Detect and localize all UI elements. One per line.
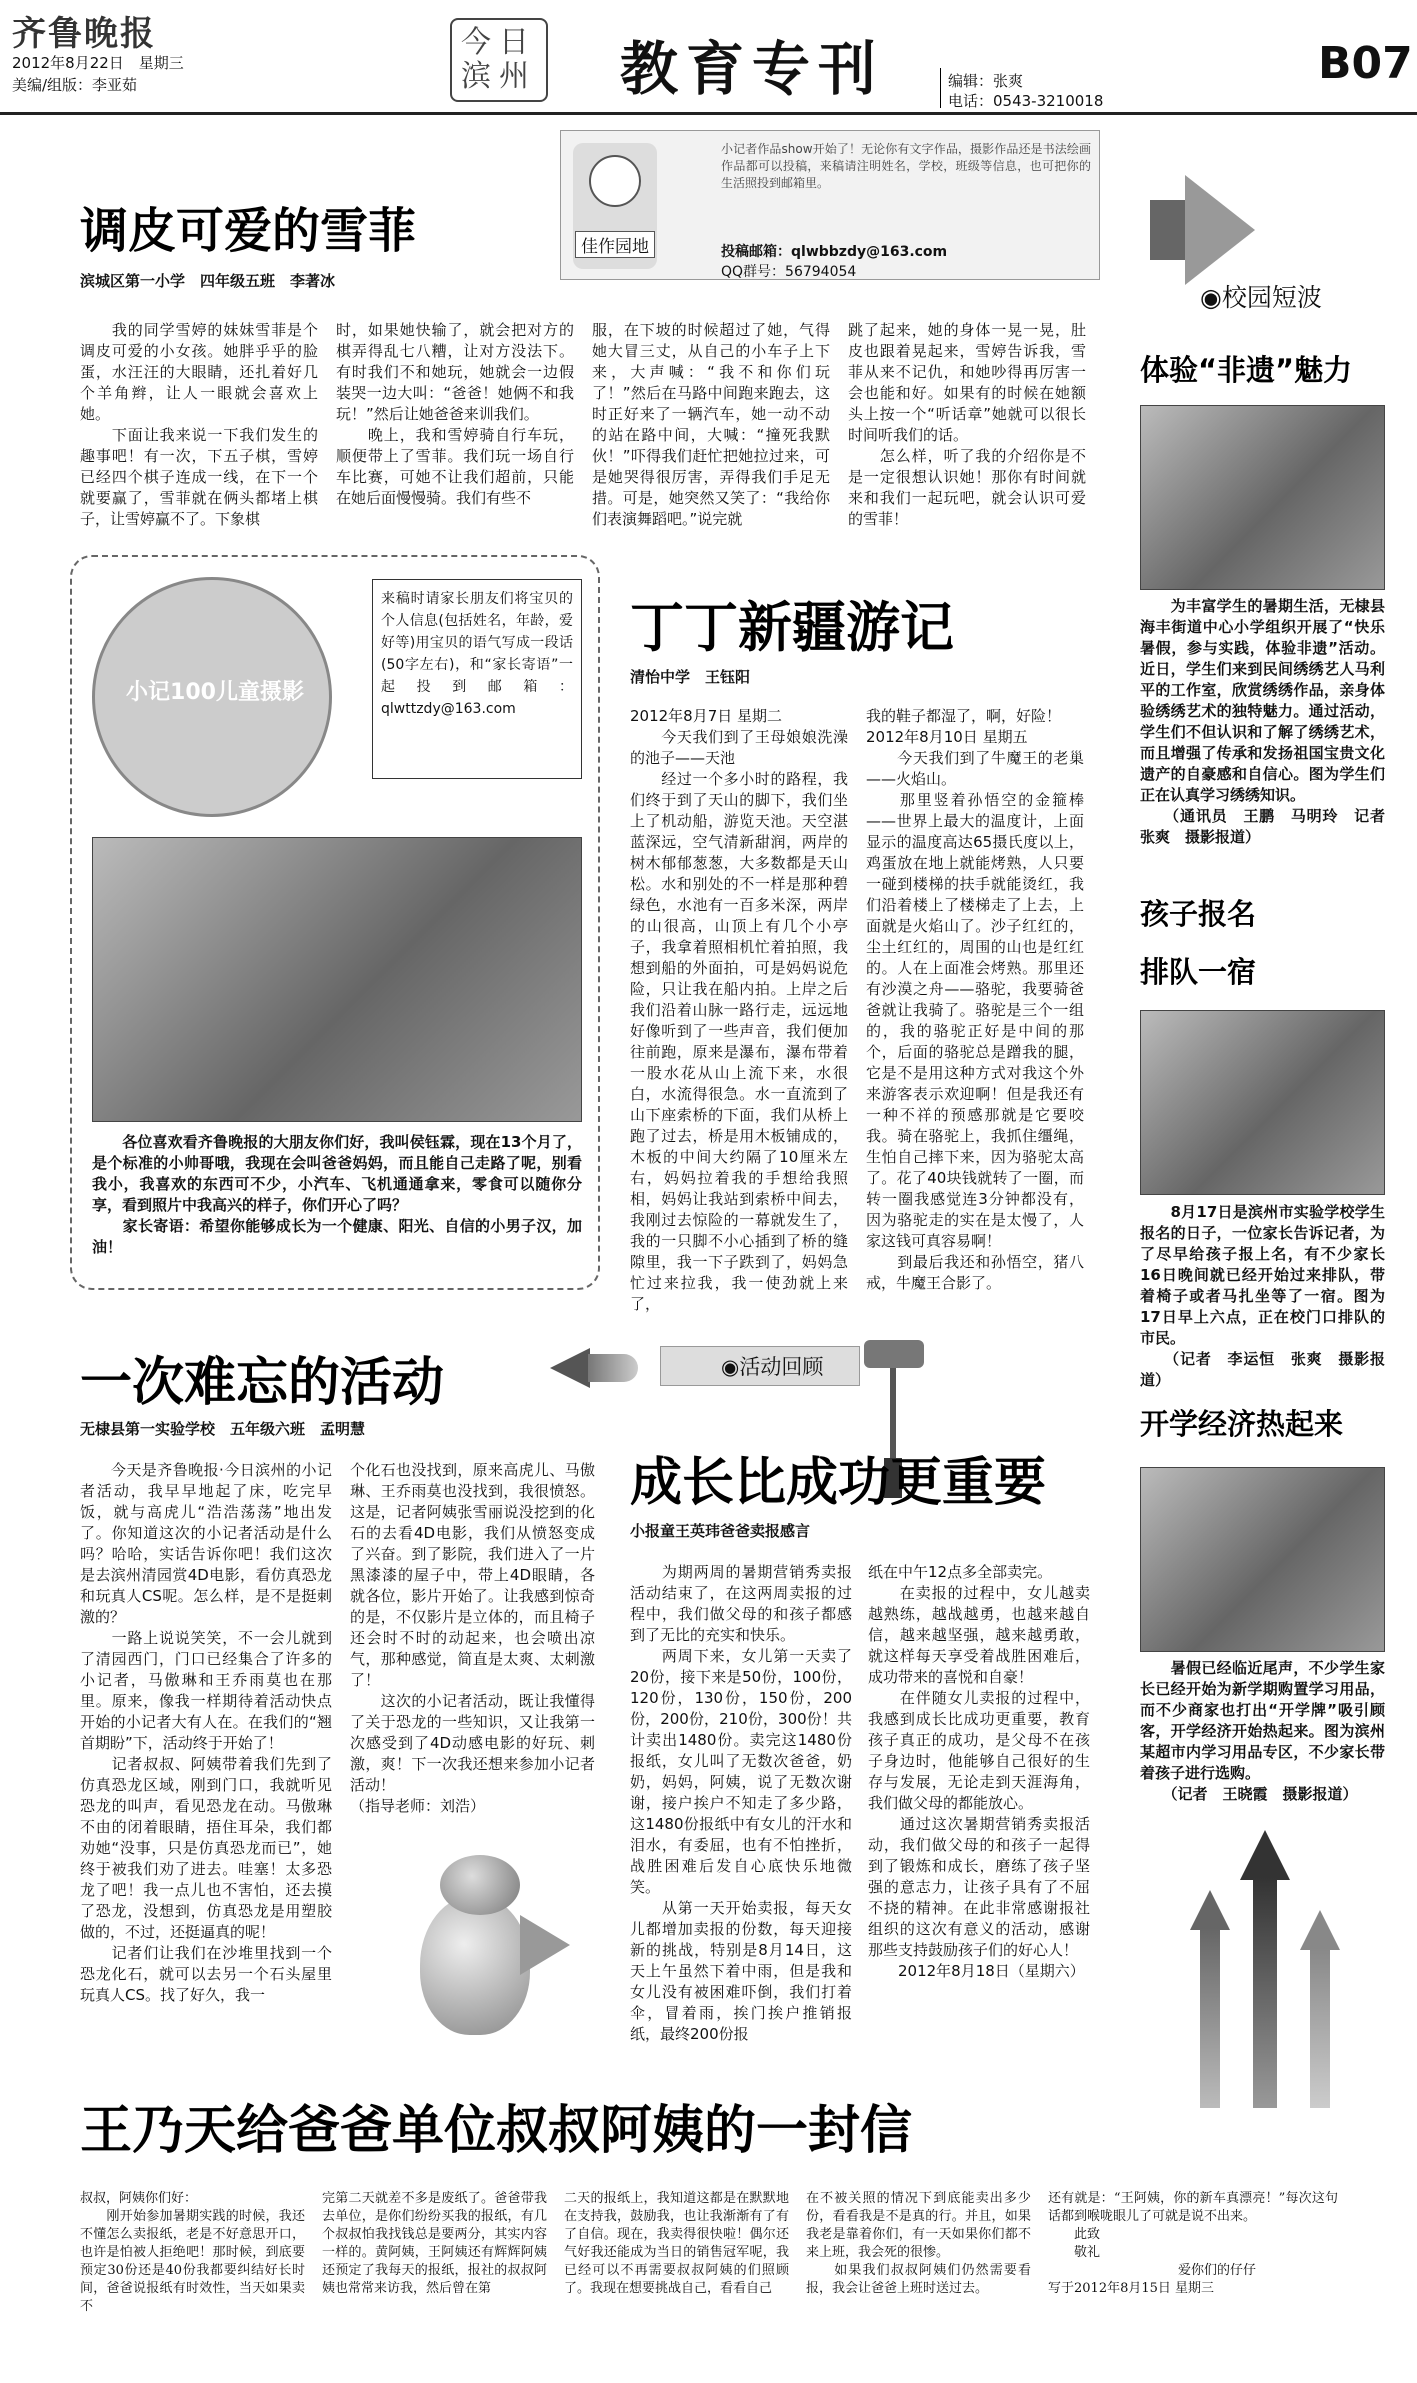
masthead-rule (0, 112, 1417, 115)
headline-activity: 一次难忘的活动 (80, 1353, 445, 1413)
baby-photo (92, 837, 582, 1122)
masthead (0, 0, 1417, 110)
byline-growth: 小报童王英玮爸爸卖报感言 (630, 1522, 811, 1540)
letter-col-4: 在不被关照的情况下到底能卖出多少份，看看我是不是真的行。并且，如果我老是靠着你们，有一天如果你们都不来上班，我会死的很惨。 如果我们叔叔阿姨们仍然需要看报，我会让爸爸上班时送过去。 (806, 2191, 1031, 2296)
headline-letter: 王乃天给爸爸单位叔叔阿姨的一封信 (80, 2101, 913, 2161)
growth-arrows-illustration (1150, 1830, 1370, 2120)
photo-studio-logo: 小记100儿童摄影 (92, 577, 332, 817)
letter-col-3: 二天的报纸上，我知道这都是在默默地在支持我，鼓励我，也让我渐渐有了有了自信。现在，我卖得很快啦！偶尔还气好我还能成为当日的销售冠军呢，我已经可以不再需要叔叔阿姨的们照顾了。我现在想要挑战自己，看看自己 (564, 2191, 789, 2296)
letter-col-5: 还有就是：“王阿姨，你的新车真漂亮！”每次这句话都到喉咙眼儿了可就是说不出来。 此致 敬礼 爱你们的仔仔 写于2012年8月15日 星期三 (1048, 2191, 1338, 2296)
phone-number: 电话：0543-3210018 (948, 92, 1104, 110)
showcase-badge: 佳作园地 (575, 231, 655, 258)
heritage-body: 为丰富学生的暑期生活，无棣县海丰街道中心小学组织开展了“快乐暑假，参与实践，体验非遗”活动。近日，学生们来到民间绣绣艺人马利平的工作室，欣赏绣绣作品，亲身体验绣绣艺术的独特魅力。通过活动，学生们不但认识和了解了绣绣艺术，而且增强了传承和发扬祖国宝贵文化遗产的自豪感和自信心。图为学生们正在认真学习绣绣知识。 （通讯员 王鹏 马明玲 记者 张爽 摄影报道） (1140, 597, 1385, 846)
qq-group: QQ群号：56794054 (721, 264, 857, 280)
submission-email[interactable]: 投稿邮箱：qlwbbzdy@163.com (721, 244, 948, 260)
editor-name: 编辑：张爽 (948, 72, 1024, 90)
paper-name: 齐鲁晚报 (12, 14, 156, 54)
seal-logo: 今日滨州 (450, 18, 548, 102)
growth-col-1: 为期两周的暑期营销秀卖报活动结束了，在这两周卖报的过程中，我们做父母的和孩子都感到了无比的充实和快乐。 两周下来，女儿第一天卖了20份，接下来是50份，100份，120份，130份，150份，200份，200份，210份，300份！共计卖出1480份。卖完这1480份报纸，女儿叫了无数次爸爸，奶奶，妈妈，阿姨，说了无数次谢谢，接户挨户不知走了多少路，这1480份报纸中有女儿的汗水和泪水，有委屈，也有不怕挫折，战胜困难后发自心底快乐地微笑。 从第一天开始卖报，每天女儿都增加卖报的份数，每天迎接新的挑战，特别是8月14日，这天上午虽然下着中雨，但是我和女儿没有被困难吓倒，我们打着伞，冒着雨，挨门挨户推销报纸，最终200份报 (630, 1563, 852, 2043)
growth-col-2: 纸在中午12点多全部卖完。 在卖报的过程中，女儿越卖越熟练，越战越勇，也越来越自信，越来越坚强，越来越勇敢，就这样每天享受着战胜困难后，成功带来的喜悦和自豪！ 在伴随女儿卖报的过程中，我感到成长比成功更重要，教育孩子真正的成功，是父母不在孩子身边时，他能够自己很好的生存与发展，无论走到天涯海角，我们做父母的都能放心。 通过这次暑期营销秀卖报活动，我们做父母的和孩子一起得到了锻炼和成长，磨练了孩子坚强的意志力，让孩子具有了不屈不挠的精神。在此非常感谢报社组织的这次有意义的活动，感谢那些支持鼓励孩子们的好心人！ 2012年8月18日（星期六） (868, 1563, 1090, 1980)
campus-news-banner: ◉校园短波 (1200, 283, 1322, 312)
work-showcase (560, 130, 1100, 280)
dragon-illustration (380, 1855, 580, 2050)
baby-photo-box (70, 555, 600, 1290)
snow-col-1: 我的同学雪婷的妹妹雪菲是个调皮可爱的小女孩。她胖乎乎的脸蛋，水汪汪的大眼睛，还扎着好几个羊角辫，让人一眼就会喜欢上她。 下面让我来说一下我们发生的趣事吧！有一次，下五子棋，雪婷已经四个棋子连成一线，在下一个就要赢了，雪菲就在俩头都堵上棋子，让雪婷赢不了。下象棋 (80, 321, 318, 528)
headline-xinjiang: 丁丁新疆游记 (630, 596, 954, 659)
editors-credit: 美编/组版：李亚茹 (12, 76, 138, 94)
letter-col-1: 叔叔，阿姨你们好： 刚开始参加暑期实践的时候，我还不懂怎么卖报纸，老是不好意思开口，也许是怕被人拒绝吧！那时候，到底要预定30份还是40份我都要纠结好长时间，爸爸说报纸有时效性，当天如果卖不 (80, 2191, 305, 2314)
section-title: 教育专刊 (620, 35, 885, 103)
economy-photo (1140, 1467, 1385, 1652)
headline-growth: 成长比成功更重要 (630, 1453, 1047, 1513)
queue-body: 8月17日是滨州市实验学校学生报名的日子，一位家长告诉记者，为了尽早给孩子报上名，有不少家长16日晚间就已经开始过来排队，带着椅子或者马扎坐等了一宿。图为17日早上六点，正在校门口排队的市民。 （记者 李运恒 张爽 摄影报道） (1140, 1203, 1385, 1389)
letter-col-2: 完第二天就差不多是废纸了。爸爸带我去单位，是你们纷纷买我的报纸，有几个叔叔怕我找钱总是要两分，其实内容一样的。黄阿姨，王阿姨还有辉辉阿姨还预定了我每天的报纸，报社的叔叔阿姨也常常来访我，然后曾在第 (322, 2191, 547, 2296)
page-code: B07 (1318, 38, 1413, 89)
headline-heritage: 体验“非遗”魅力 (1140, 353, 1353, 387)
queue-photo (1140, 1010, 1385, 1195)
activity-review-banner: ◉活动回顾 (660, 1346, 860, 1386)
byline-activity: 无棣县第一实验学校 五年级六班 孟明慧 (80, 1420, 366, 1438)
headline-economy: 开学经济热起来 (1140, 1407, 1344, 1441)
activity-col-2: 个化石也没找到，原来高虎儿、马傲琳、王乔雨莫也没找到，我很愤怒。这是，记者阿姨张雪丽说没挖到的化石的去看4D电影，我们从愤怒变成了兴奋。到了影院，我们进入了一片黑漆漆的屋子中，带上4D眼睛，各就各位，影片开始了。让我感到惊奇的是，不仅影片是立体的，而且椅子还会时不时的动起来，也会喷出凉气，那种感觉，简直是太爽、太刺激了！ 这次的小记者活动，既让我懂得了关于恐龙的一些知识，又让我第一次感受到了4D动感电影的好玩、刺激，爽！下一次我还想来参加小记者活动！ （指导老师：刘浩） (350, 1461, 595, 1815)
baby-submission-notice: 来稿时请家长朋友们将宝贝的个人信息(包括姓名，年龄，爱好等)用宝贝的语气写成一段话(50字左右)，和“家长寄语”一起投到邮箱：qlwttzdy@163.com (372, 579, 582, 779)
activity-col-1: 今天是齐鲁晚报·今日滨州的小记者活动，我早早地起了床，吃完早饭，就与高虎儿“浩浩荡荡”地出发了。你知道这次的小记者活动是什么吗？哈哈，实话告诉你吧！我们这次是去滨州清园赏4D电影，看仿真恐龙和玩真人CS呢。怎么样，是不是挺刺激的？ 一路上说说笑笑，不一会儿就到了清园西门，门口已经集合了许多的小记者，马傲琳和王乔雨莫也在那里。原来，像我一样期待着活动快点开始的小记者大有人在。在我们的“翘首期盼”下，活动终于开始了！ 记者叔叔、阿姨带着我们先到了仿真恐龙区域，刚到门口，我就听见恐龙的叫声，看见恐龙在动。马傲琳不由的闭着眼睛，捂住耳朵，我们都劝她“没事，只是仿真恐龙而已”，她终于被我们劝了进去。哇塞！太多恐龙了吧！我一点儿也不害怕，还去摸了恐龙，没想到，仿真恐龙是用塑胶做的，不过，还挺逼真的呢！ 记者们让我们在沙堆里找到一个恐龙化石，就可以去另一个石头屋里玩真人CS。找了好久，我一 (80, 1461, 332, 2004)
snow-col-3: 服，在下坡的时候超过了她，气得她大冒三丈，从自己的小车子上下来，大声喊：“我不和你们玩了！”然后在马路中间跑来跑去，这时正好来了一辆汽车，她一动不动的站在路中间，大喊：“撞死我默伙！”吓得我们赶忙把她拉过来，可是她哭得很厉害，弄得我们手足无措。可是，她突然又笑了：“我给你们表演舞蹈吧。”说完就 (592, 321, 830, 528)
xinjiang-col-2: 我的鞋子都湿了，啊，好险！ 2012年8月10日 星期五 今天我们到了牛魔王的老巢——火焰山。 那里竖着孙悟空的金箍棒——世界上最大的温度计，上面显示的温度高达65摄氏度以上，鸡蛋放在地上就能烤熟，人只要一碰到楼梯的扶手就能烫红，我们沿着楼上了楼梯走了上去，上面就是火焰山了。沙子红红的，尘土红红的，周围的山也是红红的。人在上面准会烤熟。那里还有沙漠之舟——骆驼，我要骑爸爸就让我骑了。骆驼是三个一组的，我的骆驼正好是中间的那个，后面的骆驼总是蹭我的腿，它是不是用这种方式对我这个外来游客表示欢迎啊！但是我还有一种不祥的预感那就是它要咬我。骑在骆驼上，我抓住缰绳，生怕自己摔下来，因为骆驼太高了。花了40块钱就转了一圈，而转一圈我感觉连3分钟都没有，因为骆驼走的实在是太慢了，人家这钱可真容易啊！ 到最后我还和孙悟空，猪八戒，牛魔王合影了。 (866, 707, 1084, 1292)
headline-queue-1: 孩子报名 (1140, 897, 1257, 931)
byline-xinjiang: 清怡中学 王钰阳 (630, 668, 751, 686)
showcase-intro: 小记者作品show开始了！无论你有文字作品，摄影作品还是书法绘画作品都可以投稿，来稿请注明姓名，学校，班级等信息，也可把你的生活照投到邮箱里。 (721, 142, 1091, 190)
byline-snow: 滨城区第一小学 四年级五班 李著冰 (80, 272, 336, 290)
rocket-arrow-icon (550, 1340, 640, 1396)
heritage-photo (1140, 405, 1385, 590)
megaphone-icon (1140, 175, 1260, 285)
snow-col-4: 跳了起来，她的身体一晃一晃，肚皮也跟着晃起来，雪婷告诉我，雪菲从来不记仇，和她吵得再厉害一会也能和好。如果有的时候在她额头上按一个“听话章”她就可以很长时间听我们的话。 怎么样，听了我的介绍你是不是一定很想认识她！那你有时间就来和我们一起玩吧，就会认识可爱的雪菲！ (848, 321, 1086, 528)
issue-date: 2012年8月22日 星期三 (12, 54, 184, 72)
headline-queue-2: 排队一宿 (1140, 955, 1257, 989)
xinjiang-col-1: 2012年8月7日 星期二 今天我们到了王母娘娘洗澡的池子——天池 经过一个多小时的路程，我们终于到了天山的脚下，我们坐上了机动船，游览天池。天空湛蓝深远，空气清新甜润，两岸的树木郁郁葱葱，大多数都是天山松。水和别处的不一样是那种碧绿色，水池有一百多米深，两岸的山很高，山顶上有几个小亭子，我拿着照相机忙着拍照，我想到船的外面拍，可是妈妈说危险，只让我在船内拍。上岸之后我们沿着山脉一路行走，远远地好像听到了一些声音，我们便加往前跑，原来是瀑布，瀑布带着一股水花从山上流下来，水很白，水流得很急。水一直流到了山下座索桥的下面，我们从桥上跑了过去，桥是用木板铺成的，木板的中间大约隔了10厘米左右，妈妈拉着我的手想给我照相，妈妈让我站到索桥中间去，我刚过去惊险的一幕就发生了，我的一只脚不小心插到了桥的缝隙里，我一下子跌到了，妈妈急忙过来拉我，我一使劲就上来了， (630, 707, 848, 1313)
headline-snow: 调皮可爱的雪菲 (80, 203, 417, 259)
snow-col-2: 时，如果她快输了，就会把对方的棋弄得乱七八糟，让对方没法下。有时我们不和她玩，她就会一边假装哭一边大叫：“爸爸！她俩不和我玩！”然后让她爸爸来训我们。 晚上，我和雪婷骑自行车玩，顺便带上了雪菲。我们玩一场自行车比赛，可她不让我们超前，只能在她后面慢慢骑。我们有些不 (336, 321, 574, 507)
economy-body: 暑假已经临近尾声，不少学生家长已经开始为新学期购置学习用品，而不少商家也打出“开学牌”吸引顾客，开学经济开始热起来。图为滨州某超市内学习用品专区，不少家长带着孩子进行选购。 （记者 王晓霞 摄影报道） (1140, 1659, 1385, 1803)
baby-caption: 各位喜欢看齐鲁晚报的大朋友你们好，我叫侯钰霖，现在13个月了，是个标准的小帅哥哦，我现在会叫爸爸妈妈，而且能自己走路了呢，别看我小，我喜欢的东西可不少，小汽车、飞机通通拿来，零食可以随你分享，看到照片中我高兴的样子，你们开心了吗？ 家长寄语：希望你能够成长为一个健康、阳光、自信的小男子汉，加油！ (92, 1133, 582, 1256)
